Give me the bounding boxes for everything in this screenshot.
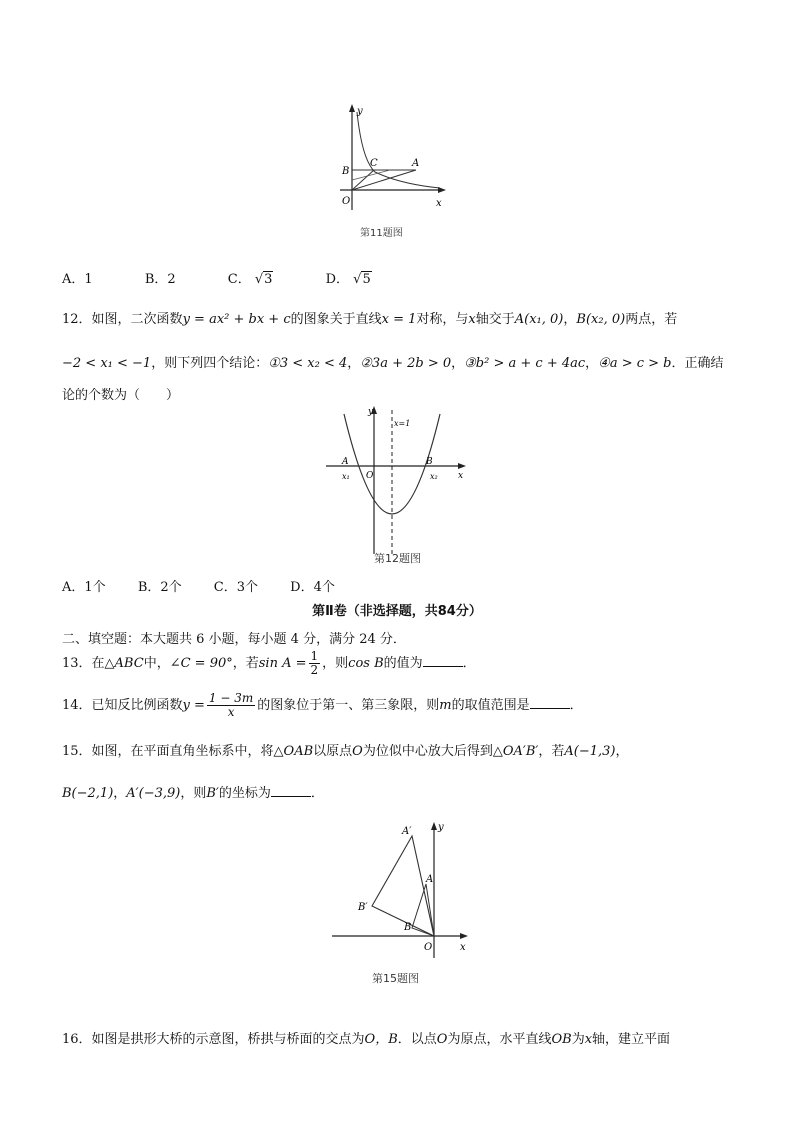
q12-conclusion-1: ①3 < x₂ < 4 (268, 356, 348, 371)
q13-cos: cos B (348, 656, 384, 671)
section-2-title: 第Ⅱ卷（非选择题，共84分） (312, 604, 482, 619)
q14-end: ． (569, 698, 583, 713)
q12-text3: 对称，与 (416, 312, 469, 327)
q13-e: ，若 (232, 656, 259, 671)
figure-12-graph (322, 404, 472, 568)
fig15-point-A: A (426, 874, 434, 885)
q15-line-1 (62, 740, 629, 759)
q11-option-c[interactable]: C． √3 (227, 272, 273, 287)
fig12-point-B: B (426, 457, 433, 467)
fig15-point-B: B (404, 922, 412, 933)
q16-e: 为原点，水平直线 (447, 1032, 552, 1047)
q15-point-A: A(−1,3) (564, 744, 616, 759)
q12-conclusion-2: ②3a + 2b > 0 (360, 356, 452, 371)
fig12-x1-label: x₁ (342, 472, 350, 481)
part-2-header: 二、填空题：本大题共 6 小题，每小题 4 分，满分 24 分． (62, 632, 406, 647)
fig11-point-B: B (342, 166, 350, 177)
q12-text1: 如图，二次函数 (91, 312, 183, 327)
q14 (62, 692, 583, 719)
q16 (62, 1028, 670, 1047)
q12-line-3 (62, 384, 179, 403)
q11-option-a[interactable]: A．1 (62, 272, 93, 287)
q11-options (62, 268, 420, 287)
fig12-y-label: y (368, 407, 374, 417)
q12-text4: 轴交于 (475, 312, 515, 327)
q14-numerator: 1 − 3m (208, 691, 254, 705)
fig12-x2-label: x₂ (430, 472, 438, 481)
q13-angle: ∠C = 90° (169, 656, 233, 671)
q12-separator: ， (563, 312, 577, 327)
q15-end: ． (310, 786, 324, 801)
q12-text5: 两点，若 (625, 312, 678, 327)
q12-option-b[interactable]: B．2个 (137, 580, 182, 595)
fig12-x-label: x (458, 471, 464, 481)
fig11-origin-label: O (342, 196, 351, 207)
q12-point-B: B(x₂, 0) (576, 312, 626, 327)
fig15-origin-label: O (424, 942, 433, 953)
q16-c: ．以点 (397, 1032, 437, 1047)
q12-options (62, 576, 363, 595)
q15-e: 为位似中心放大后得到 (362, 744, 493, 759)
q11-option-b[interactable]: B．2 (144, 272, 176, 287)
q12-option-a[interactable]: A．1个 (62, 580, 106, 595)
q15-c: 以原点 (313, 744, 353, 759)
fig12-origin-label: O (366, 471, 374, 481)
q15-origin: O (352, 744, 363, 759)
q15-a: 15．如图，在平面直角坐标系中，将 (62, 744, 274, 759)
q12-number: 12． (62, 312, 92, 327)
q14-a: 14．已知反比例函数 (62, 698, 183, 713)
fig15-x-label: x (460, 942, 466, 953)
fig11-caption: 第11题图 (360, 228, 403, 239)
figure-12 (322, 404, 472, 568)
q15-point-B: B(−2,1) (62, 786, 114, 801)
q12-text7: ．正确结 (671, 356, 724, 371)
q16-line-OB: OB (551, 1032, 572, 1047)
fig15-y-label: y (438, 822, 444, 833)
q11-option-c-label: C． (227, 272, 251, 287)
q11-option-c-radicand: 3 (264, 272, 273, 287)
q16-g: 为 (571, 1032, 585, 1047)
q15-answer-blank[interactable] (271, 784, 311, 797)
fig15-point-B2: B′ (358, 902, 368, 913)
q15-triangle-OAB: △OAB (273, 744, 314, 759)
q13-a: 13．在 (62, 656, 105, 671)
fig15-point-A2: A′ (402, 826, 412, 837)
q12-text2: 的图象关于直线 (290, 312, 382, 327)
q13-numerator: 1 (310, 649, 319, 663)
q14-m: m (439, 698, 452, 713)
q13-g: ，则 (322, 656, 349, 671)
q12-line-2: −2 < x₁ < −1，则下列四个结论：①3 < x₂ < 4，②3a + 2b > 0，③b² > a + c + 4ac，④a > c > b．正确结 (62, 356, 724, 371)
q13-answer-blank[interactable] (423, 654, 463, 667)
q12-conclusion-4: ④a > c > b (598, 356, 672, 371)
q12-equation: y = ax² + bx + c (182, 312, 291, 327)
q12-line-1 (62, 308, 677, 327)
q12-conclusion-3: ③b² > a + c + 4ac (464, 356, 586, 371)
q14-answer-blank[interactable] (530, 696, 570, 709)
figure-15 (328, 818, 478, 988)
q13-fraction (309, 650, 321, 677)
q15-line2-then: ，则 (180, 786, 207, 801)
q13-triangle: △ABC (104, 656, 144, 671)
q14-c: 的图象位于第一、第三象限，则 (257, 698, 440, 713)
q12-option-d[interactable]: D．4个 (290, 580, 335, 595)
q16-x: x (584, 1032, 593, 1047)
q13-i: 的值为 (383, 656, 423, 671)
q12-condition: −2 < x₁ < −1 (62, 356, 152, 371)
q13-c: 中， (143, 656, 170, 671)
q15-line-2 (62, 782, 324, 801)
fig11-point-C: C (370, 158, 378, 169)
fig11-y-label: y (357, 106, 363, 117)
q16-i: 轴，建立平面 (592, 1032, 671, 1047)
q15-line2-sep: ， (113, 786, 127, 801)
q13 (62, 650, 476, 677)
fig11-point-A: A (412, 158, 420, 169)
figure-15-graph (328, 818, 478, 988)
q15-point-A2: A′(−3,9) (126, 786, 181, 801)
fig12-point-A: A (342, 457, 349, 467)
fig11-x-label: x (436, 198, 442, 209)
q12-xvar: x (468, 312, 476, 327)
q16-a: 16．如图是拱形大桥的示意图，桥拱与桥面的交点为 (62, 1032, 365, 1047)
q12-point-A: A(x₁, 0) (514, 312, 564, 327)
q13-end: ． (462, 656, 476, 671)
q15-i: ， (615, 744, 629, 759)
q12-text8: 论的个数为（ ） (62, 388, 180, 403)
q14-fraction (207, 692, 255, 719)
q15-triangle-OA2B2: △OA′B′ (492, 744, 539, 759)
q14-denominator: x (227, 705, 235, 719)
q14-e: 的取值范围是 (451, 698, 530, 713)
q16-points: O，B (364, 1032, 398, 1047)
figure-11 (330, 100, 450, 240)
q15-line2-coord: 的坐标为 (218, 786, 271, 801)
q11-option-d[interactable]: D． √5 (325, 272, 371, 287)
figure-11-graph (330, 100, 450, 240)
fig12-axis-label: x=1 (394, 419, 411, 428)
q12-option-c[interactable]: C．3个 (213, 580, 258, 595)
q11-option-d-label: D． (325, 272, 350, 287)
q13-denominator: 2 (310, 663, 319, 677)
q12-text6: ，则下列四个结论： (151, 356, 269, 371)
q14-y: y = (182, 698, 205, 713)
fig15-caption: 第15题图 (372, 972, 419, 985)
q13-sin: sin A = (258, 656, 307, 671)
q12-axis: x = 1 (381, 312, 417, 327)
fig12-caption: 第12题图 (374, 552, 421, 565)
q15-g: ，若 (538, 744, 565, 759)
q11-option-d-radicand: 5 (362, 272, 371, 287)
q16-origin: O (436, 1032, 448, 1047)
q15-B2: B′ (206, 786, 219, 801)
